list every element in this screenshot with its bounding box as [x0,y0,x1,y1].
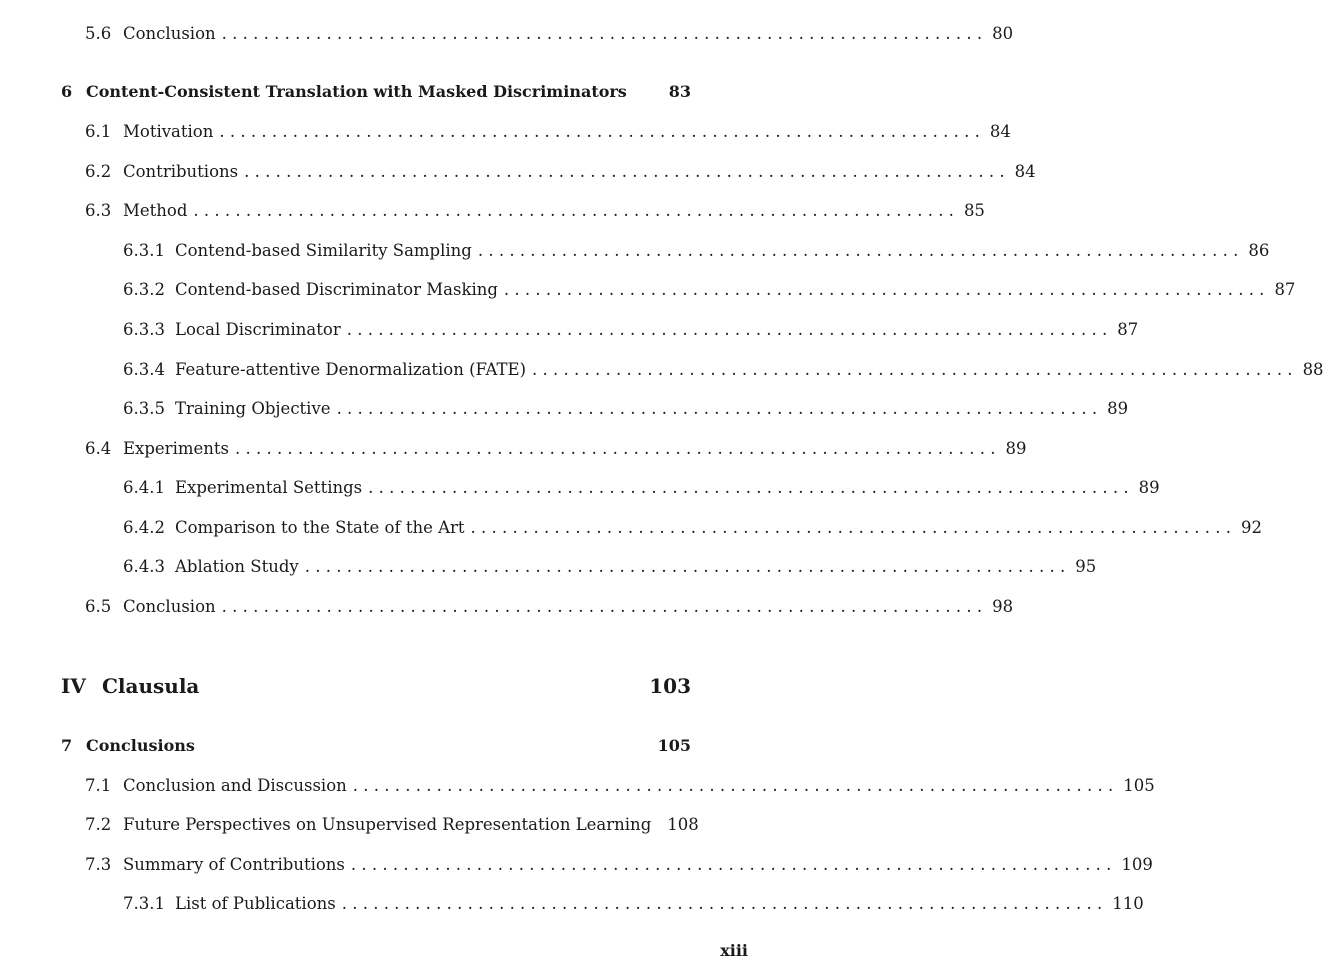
entry-page: 98 [992,597,1014,616]
entry-page: 87 [1274,280,1296,299]
toc-entry-subsection[interactable] [123,319,1139,341]
entry-number: 6.3.3 [123,320,165,339]
entry-number: IV [61,674,86,698]
entry-title: Summary of Contributions [123,855,345,874]
entry-number: 6.3 [85,201,112,220]
entry-page: 105 [1123,776,1155,795]
entry-number: 6.3.2 [123,280,165,299]
entry-number: 7 [61,736,73,755]
entry-title: Ablation Study [175,557,299,576]
dot-leader: . . . . . . . . . . . . . . . . . . . . . . . . . . . . . . . . . . . . . . . . . . . . . . . . . . . . . . . . . . . . . . . . . . . . . . . . . [244,162,1005,181]
entry-title: Experiments [123,439,229,458]
entry-number: 6.4.2 [123,518,165,537]
page-number: xiii [720,941,748,960]
toc-entry-chapter[interactable] [61,735,691,757]
entry-number: 6.3.1 [123,241,165,260]
entry-page: 84 [989,122,1011,141]
entry-number: 6.2 [85,162,112,181]
entry-title: List of Publications [175,894,336,913]
dot-leader: . . . . . . . . . . . . . . . . . . . . . . . . . . . . . . . . . . . . . . . . . . . . . . . . . . . . . . . . . . . . . . . . . . . . . . . . . [350,855,1112,874]
entry-number: 6.3.4 [123,360,165,379]
entry-title: Conclusion and Discussion [123,776,347,795]
entry-number: 7.1 [85,776,112,795]
entry-number: 7.3.1 [123,894,165,913]
entry-number: 6 [61,82,73,101]
toc-entry-section[interactable] [85,854,1153,876]
toc-entry-section[interactable] [85,161,1036,183]
entry-number: 5.6 [85,24,112,43]
toc-entry-subsection[interactable] [123,556,1097,578]
entry-title: Future Perspectives on Unsupervised Representation Learning [123,815,652,834]
toc-entry-subsection[interactable] [123,893,1144,915]
toc-entry-section[interactable] [85,596,1014,618]
entry-title: Experimental Settings [175,478,363,497]
toc-entry-section[interactable] [85,200,985,222]
entry-number: 6.4.3 [123,557,165,576]
entry-title: Contend-based Similarity Sampling [175,241,472,260]
toc-entry-subsection[interactable] [123,359,1324,381]
entry-title: Feature-attentive Denormalization (FATE) [175,360,527,379]
toc-entry-part[interactable] [61,673,691,699]
entry-title: Contend-based Discriminator Masking [175,280,498,299]
dot-leader: . . . . . . . . . . . . . . . . . . . . . . . . . . . . . . . . . . . . . . . . . . . . . . . . . . . . . . . . . . . . . . . . . . . . . . . . . [346,320,1108,339]
entry-number: 6.5 [85,597,112,616]
entry-page: 95 [1075,557,1097,576]
entry-page: 110 [1112,894,1144,913]
entry-page: 103 [649,674,691,698]
entry-number: 6.4.1 [123,478,165,497]
entry-title: Conclusion [123,597,216,616]
dot-leader: . . . . . . . . . . . . . . . . . . . . . . . . . . . . . . . . . . . . . . . . . . . . . . . . . . . . . . . . . . . . . . . . . . . . . . . . . [470,518,1232,537]
toc-entry-subsection[interactable] [123,398,1129,420]
entry-page: 87 [1117,320,1139,339]
dot-leader: . . . . . . . . . . . . . . . . . . . . . . . . . . . . . . . . . . . . . . . . . . . . . . . . . . . . . . . . . . . . . . . . . . . . . . . . . [304,557,1066,576]
toc-entry-subsection[interactable] [123,517,1263,539]
entry-page: 92 [1241,518,1263,537]
entry-number: 7.3 [85,855,112,874]
entry-page: 89 [1138,478,1160,497]
entry-page: 89 [1107,399,1129,418]
dot-leader: . . . . . . . . . . . . . . . . . . . . . . . . . . . . . . . . . . . . . . . . . . . . . . . . . . . . . . . . . . . . . . . . . . . . . . . . . [193,201,954,220]
entry-title: Local Discriminator [175,320,341,339]
entry-title: Content-Consistent Translation with Masked Discriminators [86,82,627,101]
entry-number: 7.2 [85,815,112,834]
toc-entry-section[interactable] [85,23,1014,45]
dot-leader: . . . . . . . . . . . . . . . . . . . . . . . . . . . . . . . . . . . . . . . . . . . . . . . . . . . . . . . . . . . . . . . . . . . . . . . . . [503,280,1265,299]
entry-page: 88 [1302,360,1324,379]
entry-page: 108 [667,815,699,834]
dot-leader: . . . . . . . . . . . . . . . . . . . . . . . . . . . . . . . . . . . . . . . . . . . . . . . . . . . . . . . . . . . . . . . . . . . . . . . . . [234,439,996,458]
toc-entry-section[interactable] [85,121,1011,143]
entry-title: Comparison to the State of the Art [175,518,465,537]
entry-title: Conclusion [123,24,216,43]
dot-leader: . . . . . . . . . . . . . . . . . . . . . . . . . . . . . . . . . . . . . . . . . . . . . . . . . . . . . . . . . . . . . . . . . . . . . . . . . [341,894,1103,913]
toc-entry-section[interactable] [85,775,1155,797]
entry-number: 6.3.5 [123,399,165,418]
toc-entry-subsection[interactable] [123,240,1270,262]
toc-entry-subsection[interactable] [123,477,1160,499]
entry-title: Method [123,201,188,220]
entry-page: 105 [657,736,691,755]
entry-title: Motivation [123,122,214,141]
entry-number: 6.4 [85,439,112,458]
dot-leader: . . . . . . . . . . . . . . . . . . . . . . . . . . . . . . . . . . . . . . . . . . . . . . . . . . . . . . . . . . . . . . . . . . . . . . . . . [219,122,980,141]
entry-page: 86 [1248,241,1270,260]
dot-leader: . . . . . . . . . . . . . . . . . . . . . . . . . . . . . . . . . . . . . . . . . . . . . . . . . . . . . . . . . . . . . . . . . . . . . . . . . [532,360,1293,379]
dot-leader: . . . . . . . . . . . . . . . . . . . . . . . . . . . . . . . . . . . . . . . . . . . . . . . . . . . . . . . . . . . . . . . . . . . . . . . . . [221,24,983,43]
toc-entry-section[interactable] [85,438,1027,460]
entry-page: 85 [963,201,985,220]
dot-leader: . . . . . . . . . . . . . . . . . . . . . . . . . . . . . . . . . . . . . . . . . . . . . . . . . . . . . . . . . . . . . . . . . . . . . . . . . [368,478,1129,497]
entry-page: 89 [1005,439,1027,458]
entry-page: 83 [668,82,691,101]
entry-title: Clausula [102,674,200,698]
dot-leader: . . . . . . . . . . . . . . . . . . . . . . . . . . . . . . . . . . . . . . . . . . . . . . . . . . . . . . . . . . . . . . . . . . . . . . . . . [336,399,1098,418]
dot-leader: . . . . . . . . . . . . . . . . . . . . . . . . . . . . . . . . . . . . . . . . . . . . . . . . . . . . . . . . . . . . . . . . . . . . . . . . . [352,776,1114,795]
entry-page: 80 [992,24,1014,43]
dot-leader: . . . . . . . . . . . . . . . . . . . . . . . . . . . . . . . . . . . . . . . . . . . . . . . . . . . . . . . . . . . . . . . . . . . . . . . . . [477,241,1239,260]
entry-title: Contributions [123,162,239,181]
entry-page: 84 [1014,162,1036,181]
entry-title: Training Objective [175,399,331,418]
toc-entry-chapter[interactable] [61,81,691,103]
toc-entry-section[interactable] [85,814,699,836]
dot-leader: . . . . . . . . . . . . . . . . . . . . . . . . . . . . . . . . . . . . . . . . . . . . . . . . . . . . . . . . . . . . . . . . . . . . . . . . . [221,597,983,616]
entry-number: 6.1 [85,122,112,141]
entry-page: 109 [1121,855,1153,874]
toc-entry-subsection[interactable] [123,279,1296,301]
entry-title: Conclusions [86,736,195,755]
